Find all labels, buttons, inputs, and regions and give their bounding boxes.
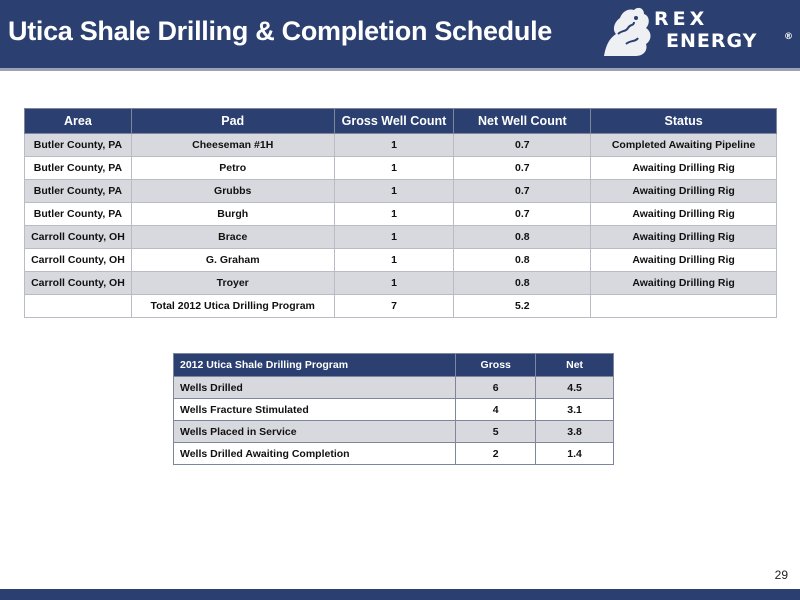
column-header-gross: Gross — [456, 354, 536, 377]
cell-status: Awaiting Drilling Rig — [591, 203, 777, 226]
cell-metric: Wells Drilled Awaiting Completion — [174, 443, 456, 465]
cell-total-label: Total 2012 Utica Drilling Program — [131, 295, 334, 318]
column-header-net: Net — [536, 354, 614, 377]
cell-metric: Wells Drilled — [174, 377, 456, 399]
header-divider — [0, 68, 800, 71]
table-row — [25, 134, 777, 157]
registered-mark: ® — [784, 32, 793, 42]
page-number: 29 — [774, 568, 788, 582]
cell-metric: Wells Fracture Stimulated — [174, 399, 456, 421]
footer-bar — [0, 589, 800, 600]
knight-horse-icon — [596, 4, 656, 62]
cell-status: Awaiting Drilling Rig — [591, 272, 777, 295]
column-header-area: Area — [25, 109, 132, 134]
cell-area: Butler County, PA — [25, 203, 132, 226]
rex-energy-logo — [596, 4, 792, 62]
table-row — [25, 272, 777, 295]
cell-gross: 1 — [334, 272, 454, 295]
cell-status: Awaiting Drilling Rig — [591, 157, 777, 180]
cell-net: 0.7 — [454, 134, 591, 157]
total-row — [25, 295, 777, 318]
table-row — [25, 180, 777, 203]
cell-gross: 1 — [334, 134, 454, 157]
cell-area: Butler County, PA — [25, 157, 132, 180]
cell-net: 3.1 — [536, 399, 614, 421]
cell-area: Carroll County, OH — [25, 226, 132, 249]
cell-pad: Troyer — [131, 272, 334, 295]
cell-status — [591, 295, 777, 318]
cell-net: 0.8 — [454, 249, 591, 272]
column-header-program: 2012 Utica Shale Drilling Program — [174, 354, 456, 377]
cell-area: Carroll County, OH — [25, 272, 132, 295]
table-row — [174, 399, 614, 421]
cell-net: 3.8 — [536, 421, 614, 443]
cell-status: Awaiting Drilling Rig — [591, 180, 777, 203]
table-row — [25, 203, 777, 226]
cell-area — [25, 295, 132, 318]
column-header-net: Net Well Count — [454, 109, 591, 134]
cell-net: 0.7 — [454, 157, 591, 180]
table-row — [25, 157, 777, 180]
column-header-pad: Pad — [131, 109, 334, 134]
logo-rex-text: REX — [654, 8, 709, 30]
cell-area: Butler County, PA — [25, 134, 132, 157]
table-row — [174, 421, 614, 443]
cell-net: 4.5 — [536, 377, 614, 399]
cell-status: Completed Awaiting Pipeline — [591, 134, 777, 157]
program-table — [173, 353, 614, 465]
table-row — [174, 443, 614, 465]
logo-energy-text: ENERGY — [666, 30, 758, 52]
cell-net: 0.7 — [454, 180, 591, 203]
cell-metric: Wells Placed in Service — [174, 421, 456, 443]
cell-gross: 5 — [456, 421, 536, 443]
cell-total-net: 5.2 — [454, 295, 591, 318]
cell-gross: 1 — [334, 180, 454, 203]
cell-pad: Grubbs — [131, 180, 334, 203]
cell-status: Awaiting Drilling Rig — [591, 249, 777, 272]
cell-pad: Burgh — [131, 203, 334, 226]
page-title: Utica Shale Drilling & Completion Schedule — [8, 16, 552, 46]
cell-gross: 1 — [334, 157, 454, 180]
cell-pad: Cheeseman #1H — [131, 134, 334, 157]
cell-status: Awaiting Drilling Rig — [591, 226, 777, 249]
cell-gross: 6 — [456, 377, 536, 399]
header-bar — [0, 0, 800, 68]
cell-net: 1.4 — [536, 443, 614, 465]
cell-gross: 2 — [456, 443, 536, 465]
cell-gross: 1 — [334, 249, 454, 272]
cell-gross: 4 — [456, 399, 536, 421]
cell-net: 0.8 — [454, 226, 591, 249]
table-row — [25, 226, 777, 249]
table-row — [174, 377, 614, 399]
column-header-status: Status — [591, 109, 777, 134]
cell-pad: Petro — [131, 157, 334, 180]
cell-net: 0.7 — [454, 203, 591, 226]
cell-net: 0.8 — [454, 272, 591, 295]
schedule-table — [24, 108, 777, 318]
column-header-gross: Gross Well Count — [334, 109, 454, 134]
cell-area: Butler County, PA — [25, 180, 132, 203]
cell-area: Carroll County, OH — [25, 249, 132, 272]
cell-gross: 1 — [334, 226, 454, 249]
table-row — [25, 249, 777, 272]
cell-pad: G. Graham — [131, 249, 334, 272]
cell-gross: 1 — [334, 203, 454, 226]
cell-pad: Brace — [131, 226, 334, 249]
cell-total-gross: 7 — [334, 295, 454, 318]
program-header-row — [174, 354, 614, 377]
schedule-header-row — [25, 109, 777, 134]
